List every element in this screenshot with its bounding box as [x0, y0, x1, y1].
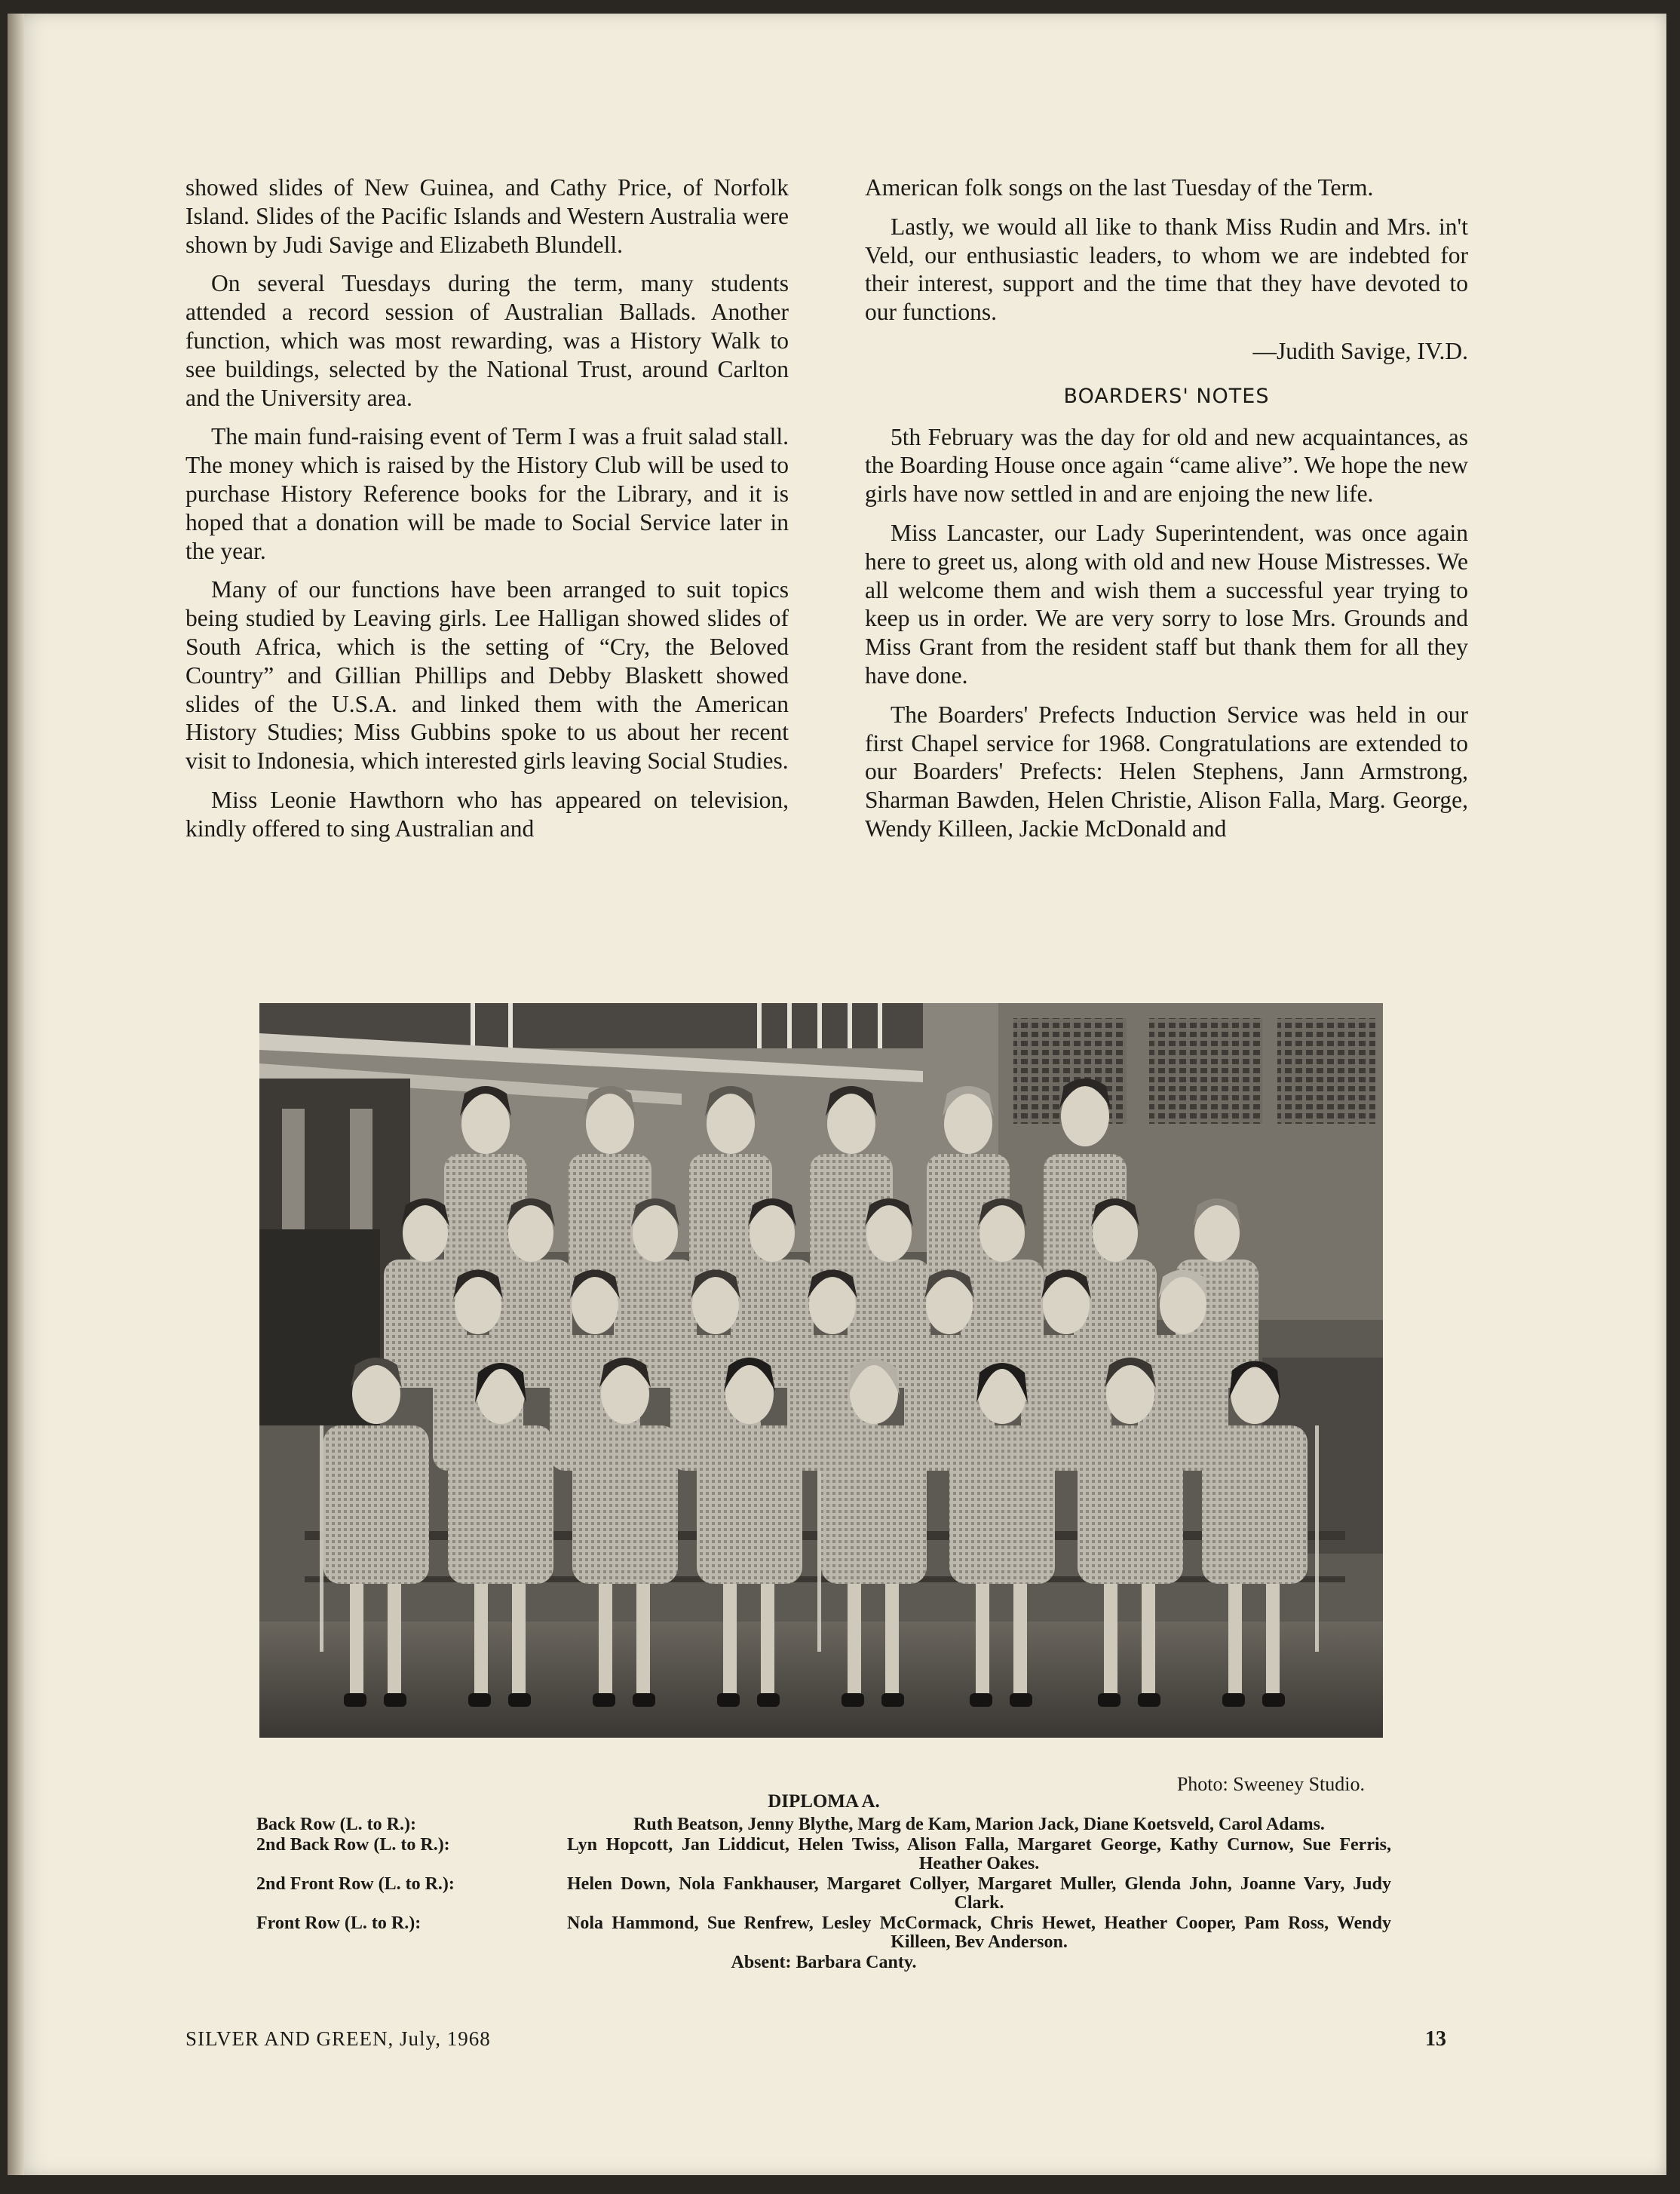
caption-row-names: Ruth Beatson, Jenny Blythe, Marg de Kam, Marion Jack, Diane Koetsveld, Carol Adams. — [633, 1815, 1325, 1834]
paragraph: showed slides of New Guinea, and Cathy Price, of Norfolk Island. Slides of the Pacific Islands and Western Australia were shown by Judi Savige and Elizabeth Blundell. — [185, 174, 789, 258]
caption-row — [256, 1836, 1391, 1873]
caption-row-label: 2nd Back Row (L. to R.): — [256, 1835, 450, 1855]
caption-row-label: 2nd Front Row (L. to R.): — [256, 1874, 455, 1894]
photo-caption — [256, 1792, 1391, 1972]
caption-row-names: Lyn Hopcott, Jan Liddicut, Helen Twiss, Alison Falla, Margaret George, Kathy Curnow, Sue Ferris, Heather Oakes. — [567, 1835, 1391, 1873]
caption-row-names: Helen Down, Nola Fankhauser, Margaret Collyer, Margaret Muller, Glenda John, Joanne Vary, Judy Clark. — [567, 1874, 1391, 1913]
paragraph: 5th February was the day for old and new acquaintances, as the Boarding House once again “came alive”. We hope the new girls have now settled in and are enjoing the new life. — [865, 423, 1468, 508]
caption-absent: Absent: Barbara Canty. — [731, 1953, 917, 1972]
page-binding-shadow — [8, 14, 24, 2175]
right-column — [865, 173, 1468, 854]
caption-title: DIPLOMA A. — [768, 1791, 880, 1812]
footer-publication: SILVER AND GREEN, July, 1968 — [185, 2027, 491, 2050]
paragraph: American folk songs on the last Tuesday of the Term. — [865, 174, 1374, 201]
page-number: 13 — [1425, 2027, 1446, 2051]
paragraph: Many of our functions have been arranged to suit topics being studied by Leaving girls. Lee Halligan showed slides of South Africa, which is the setting of “Cry, the Beloved Country” and Gillian Phillips and Debby Blaskett showed slides of the U.S.A. and linked them with the American History Studies; Miss Gubbins spoke to us about her recent visit to Indonesia, which interested girls leaving Social Studies. — [185, 576, 789, 775]
paragraph: Miss Leonie Hawthorn who has appeared on television, kindly offered to sing Australian and — [185, 786, 789, 842]
paragraph: Lastly, we would all like to thank Miss Rudin and Mrs. in't Veld, our enthusiastic leaders, to whom we are indebted for their interest, support and the time that they have devoted to our functions. — [865, 213, 1468, 326]
photo-credit: Photo: Sweeney Studio. — [1176, 1773, 1365, 1795]
page — [8, 14, 1666, 2175]
paragraph: Miss Lancaster, our Lady Superintendent, was once again here to greet us, along with old and new House Mistresses. We all welcome them and wish them a successful year trying to keep us in order. We are very sorry to lose Mrs. Grounds and Miss Grant from the resident staff but thank them for all they have done. — [865, 519, 1468, 689]
paragraph: On several Tuesdays during the term, many students attended a record session of Australian Ballads. Another function, which was most rewarding, was a History Walk to see buildings, selected by the National Trust, around Carlton and the University area. — [185, 270, 789, 411]
class-group-photo — [259, 1003, 1383, 1738]
author-signature: —Judith Savige, IV.D. — [1252, 337, 1468, 364]
left-column — [185, 173, 789, 854]
caption-row-label: Front Row (L. to R.): — [256, 1913, 422, 1933]
paragraph: The Boarders' Prefects Induction Service was held in our first Chapel service for 1968. Congratulations are extended to our Boarders' Prefects: Helen Stephens, Jann Armstrong, Sharman Bawden, Helen Christie, Alison Falla, Marg. George, Wendy Killeen, Jackie McDonald and — [865, 701, 1468, 842]
caption-row-label: Back Row (L. to R.): — [256, 1815, 416, 1834]
caption-row — [256, 1815, 1391, 1834]
paragraph: The main fund-raising event of Term I was a fruit salad stall. The money which is raised by the History Club will be used to purchase History Reference books for the Library, and it is hoped that a donation will be made to Social Service later in the year. — [185, 423, 789, 564]
section-heading: BOARDERS' NOTES — [1063, 384, 1270, 408]
caption-row-names: Nola Hammond, Sue Renfrew, Lesley McCormack, Chris Hewet, Heather Cooper, Pam Ross, Wendy Killeen, Bev Anderson. — [567, 1913, 1391, 1952]
caption-row — [256, 1914, 1391, 1952]
caption-row — [256, 1875, 1391, 1913]
